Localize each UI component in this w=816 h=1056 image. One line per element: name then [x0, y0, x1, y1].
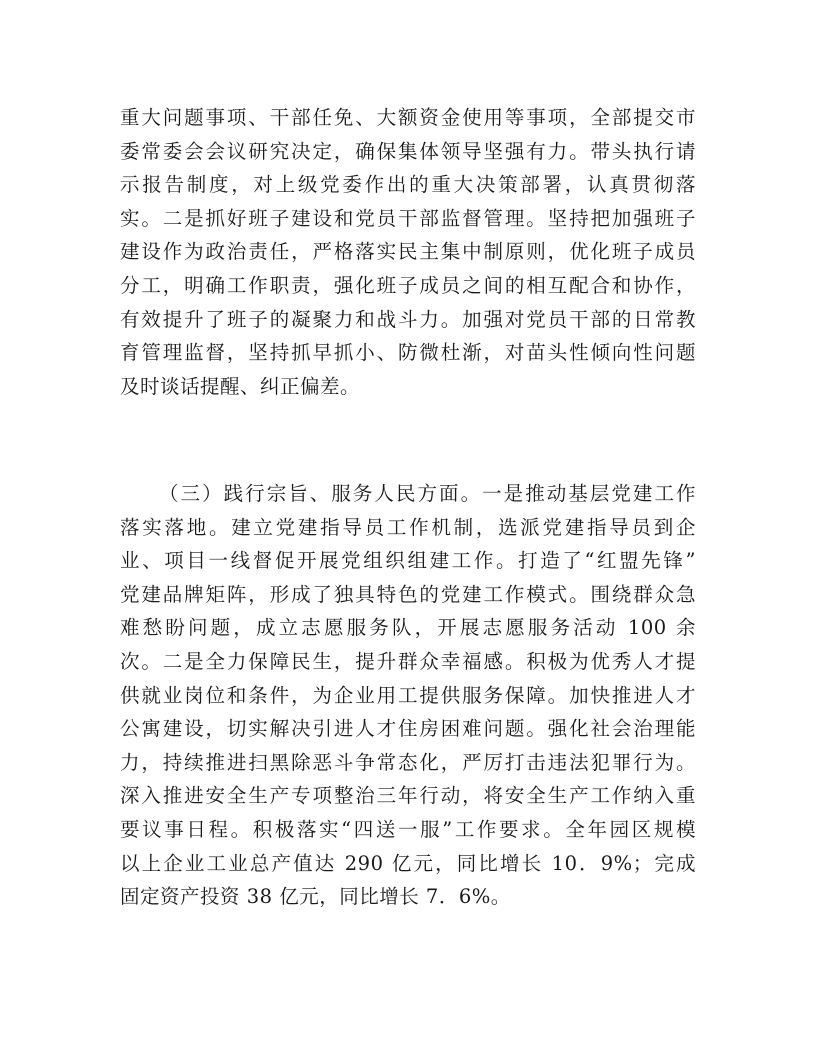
text-line: 委常委会会议研究决定，确保集体领导坚强有力。带头执行请: [120, 139, 696, 163]
text-line: 及时谈话提醒、纠正偏差。: [120, 374, 361, 398]
text-line: 有效提升了班子的凝聚力和战斗力。加强对党员干部的日常教: [120, 307, 696, 331]
text-line: 公寓建设，切实解决引进人才住房困难问题。强化社会治理能: [120, 717, 696, 741]
text-line: 深入推进安全生产专项整治三年行动，将安全生产工作纳入重: [120, 784, 696, 808]
text-line: 供就业岗位和条件，为企业用工提供服务保障。加快推进人才: [120, 683, 696, 707]
text-line: 次。二是全力保障民生，提升群众幸福感。积极为优秀人才提: [120, 649, 696, 673]
text-line: 落实落地。建立党建指导员工作机制，选派党建指导员到企: [120, 515, 696, 539]
text-line: 要议事日程。积极落实“四送一服”工作要求。全年园区规模: [120, 817, 696, 841]
section-heading-line: （三）践行宗旨、服务人民方面。一是推动基层党建工作: [159, 482, 696, 505]
text-line: 业、项目一线督促开展党组织组建工作。打造了“红盟先锋”: [120, 549, 696, 573]
text-line: 实。二是抓好班子建设和党员干部监督管理。坚持把加强班子: [120, 206, 696, 230]
paragraph-serve-people: [120, 477, 696, 914]
text-line: 重大问题事项、干部任免、大额资金使用等事项，全部提交市: [120, 106, 696, 129]
text-line: 分工，明确工作职责，强化班子成员之间的相互配合和协作，: [120, 273, 696, 297]
paragraph-party-supervision: [120, 101, 696, 403]
text-line: 示报告制度，对上级党委作出的重大决策部署，认真贯彻落: [120, 173, 696, 197]
text-line: 固定资产投资 38 亿元，同比增长 7．6%。: [120, 885, 511, 909]
text-line: 力，持续推进扫黑除恶斗争常态化，严厉打击违法犯罪行为。: [120, 750, 696, 774]
text-line: 以上企业工业总产值达 290 亿元，同比增长 10．9%；完成: [120, 851, 696, 875]
text-line: 建设作为政治责任，严格落实民主集中制原则，优化班子成员: [120, 240, 696, 264]
text-line: 育管理监督，坚持抓早抓小、防微杜渐，对苗头性倾向性问题: [120, 341, 696, 365]
text-line: 党建品牌矩阵，形成了独具特色的党建工作模式。围绕群众急: [120, 582, 696, 606]
text-line: 难愁盼问题，成立志愿服务队，开展志愿服务活动 100 余: [120, 616, 696, 640]
